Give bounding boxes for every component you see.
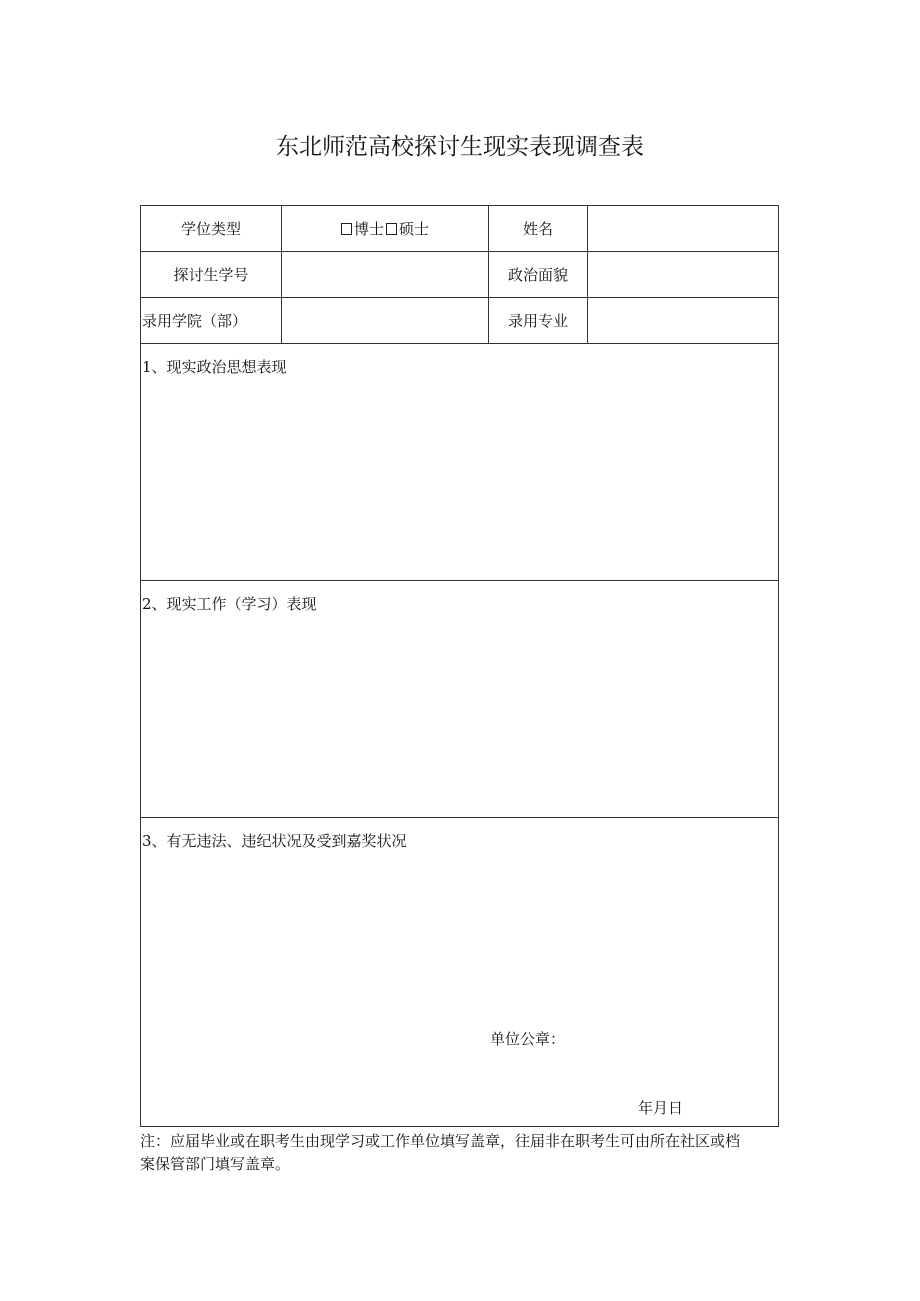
footnote: 注：应届毕业或在职考生由现学习或工作单位填写盖章，往届非在职考生可由所在社区或档案保管部门填写盖章。: [140, 1132, 741, 1173]
political-performance-section[interactable]: [141, 344, 778, 581]
doctor-checkbox[interactable]: [341, 223, 352, 235]
date-label: 年月日: [638, 1099, 684, 1117]
violations-awards-section[interactable]: [141, 818, 778, 1126]
master-option-label: 硕士: [399, 220, 430, 238]
info-row-college: [141, 298, 778, 344]
section-label: 3、有无违法、违纪状况及受到嘉奖状况: [142, 832, 407, 850]
major-field[interactable]: [588, 298, 778, 343]
info-row-degree: [141, 206, 778, 252]
major-label: 录用专业: [489, 298, 588, 343]
unit-seal-label: 单位公章：: [490, 1030, 566, 1048]
degree-type-options: [282, 206, 489, 251]
degree-type-label: 学位类型: [141, 206, 282, 251]
name-field[interactable]: [588, 206, 778, 251]
student-id-field[interactable]: [282, 252, 489, 297]
political-status-label: 政治面貌: [489, 252, 588, 297]
section-label: 1、现实政治思想表现: [142, 358, 287, 376]
info-row-student-id: [141, 252, 778, 298]
master-checkbox[interactable]: [386, 223, 397, 235]
name-label: 姓名: [489, 206, 588, 251]
work-performance-section[interactable]: [141, 581, 778, 818]
survey-form: [140, 205, 779, 1127]
section-label: 2、现实工作（学习）表现: [142, 595, 317, 613]
doctor-option-label: 博士: [353, 220, 384, 238]
page-title: 东北师范高校探讨生现实表现调查表: [276, 134, 644, 160]
college-label: 录用学院（部）: [141, 298, 282, 343]
college-field[interactable]: [282, 298, 489, 343]
student-id-label: 探讨生学号: [141, 252, 282, 297]
political-status-field[interactable]: [588, 252, 778, 297]
